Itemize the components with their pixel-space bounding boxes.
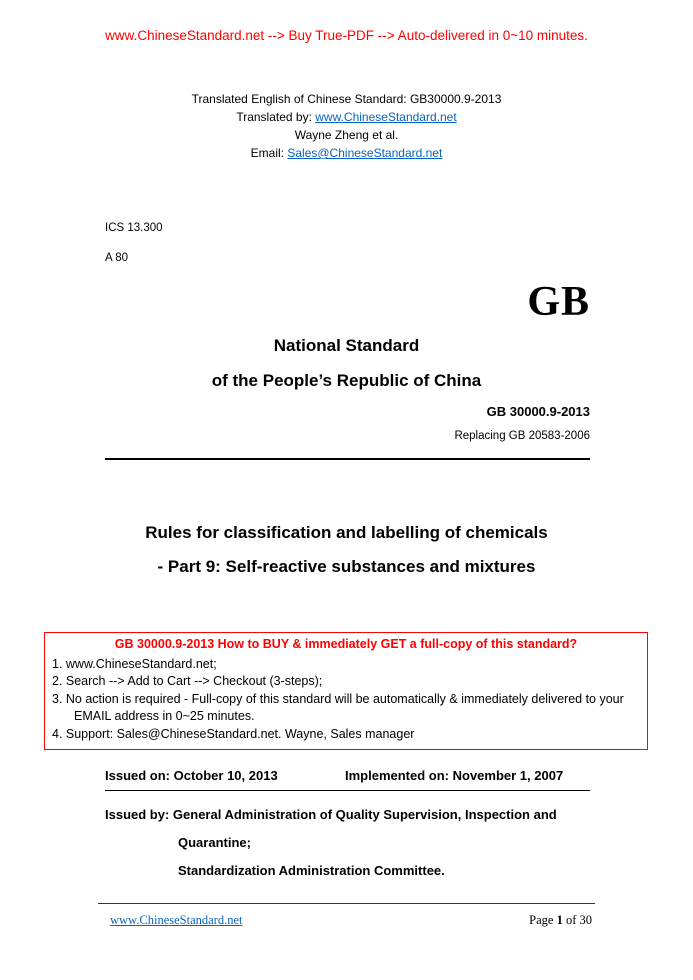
email-link[interactable]: Sales@ChineseStandard.net [287, 146, 443, 160]
standard-code: GB 30000.9-2013 [486, 404, 590, 419]
footer-website-link[interactable]: www.ChineseStandard.net [110, 913, 243, 927]
page-label: Page [529, 913, 557, 927]
translation-header [0, 90, 693, 162]
document-title-line2: - Part 9: Self-reactive substances and mixtures [157, 557, 536, 576]
header-divider-rule [105, 458, 590, 460]
issued-by-line2: Quarantine; [178, 835, 251, 850]
email-label: Email: [250, 146, 288, 160]
translated-standard-line: Translated English of Chinese Standard: GB30000.9-2013 [191, 92, 502, 106]
page-number: 1 [556, 913, 563, 927]
issue-divider-rule [105, 790, 590, 791]
translated-by-line [0, 108, 693, 126]
buy-step-3: 3. No action is required - Full-copy of this standard will be automatically & immediately delivered to your EMAIL address in 0~25 minutes. [52, 691, 624, 723]
issued-on-date: Issued on: October 10, 2013 [105, 768, 278, 783]
ics-code: ICS 13.300 [105, 222, 163, 234]
page-total: of 30 [562, 913, 592, 927]
issued-by-line3: Standardization Administration Committee. [178, 863, 445, 878]
buy-step-4: 4. Support: Sales@ChineseStandard.net. Wayne, Sales manager [52, 726, 415, 741]
classification-code: A 80 [105, 252, 129, 264]
gb-logo: GB [527, 279, 590, 325]
document-title-line1: Rules for classification and labelling of chemicals [145, 523, 548, 542]
translator-name: Wayne Zheng et al. [294, 128, 399, 142]
issued-by-block [105, 801, 605, 885]
email-line [0, 144, 693, 162]
buy-step-1: 1. www.ChineseStandard.net; [52, 656, 217, 671]
top-buy-banner[interactable]: www.ChineseStandard.net --> Buy True-PDF --> Auto-delivered in 0~10 minutes. [105, 28, 588, 43]
standard-name-line1: National Standard [273, 336, 420, 355]
page-indicator [0, 913, 592, 928]
standard-name-line2: of the People’s Republic of China [211, 371, 482, 390]
translated-by-label: Translated by: [236, 110, 316, 124]
replacing-note: Replacing GB 20583-2006 [454, 430, 590, 442]
how-to-buy-box [44, 632, 648, 750]
footer-rule [98, 903, 595, 904]
issue-dates-row [105, 768, 590, 783]
implemented-on-date: Implemented on: November 1, 2007 [345, 768, 564, 783]
issued-by-line1: Issued by: General Administration of Quality Supervision, Inspection and [105, 807, 557, 822]
how-to-buy-title: GB 30000.9-2013 How to BUY & immediately GET a full-copy of this standard? [114, 637, 578, 651]
translated-by-link[interactable]: www.ChineseStandard.net [315, 110, 457, 124]
buy-step-2: 2. Search --> Add to Cart --> Checkout (3-steps); [52, 674, 323, 688]
